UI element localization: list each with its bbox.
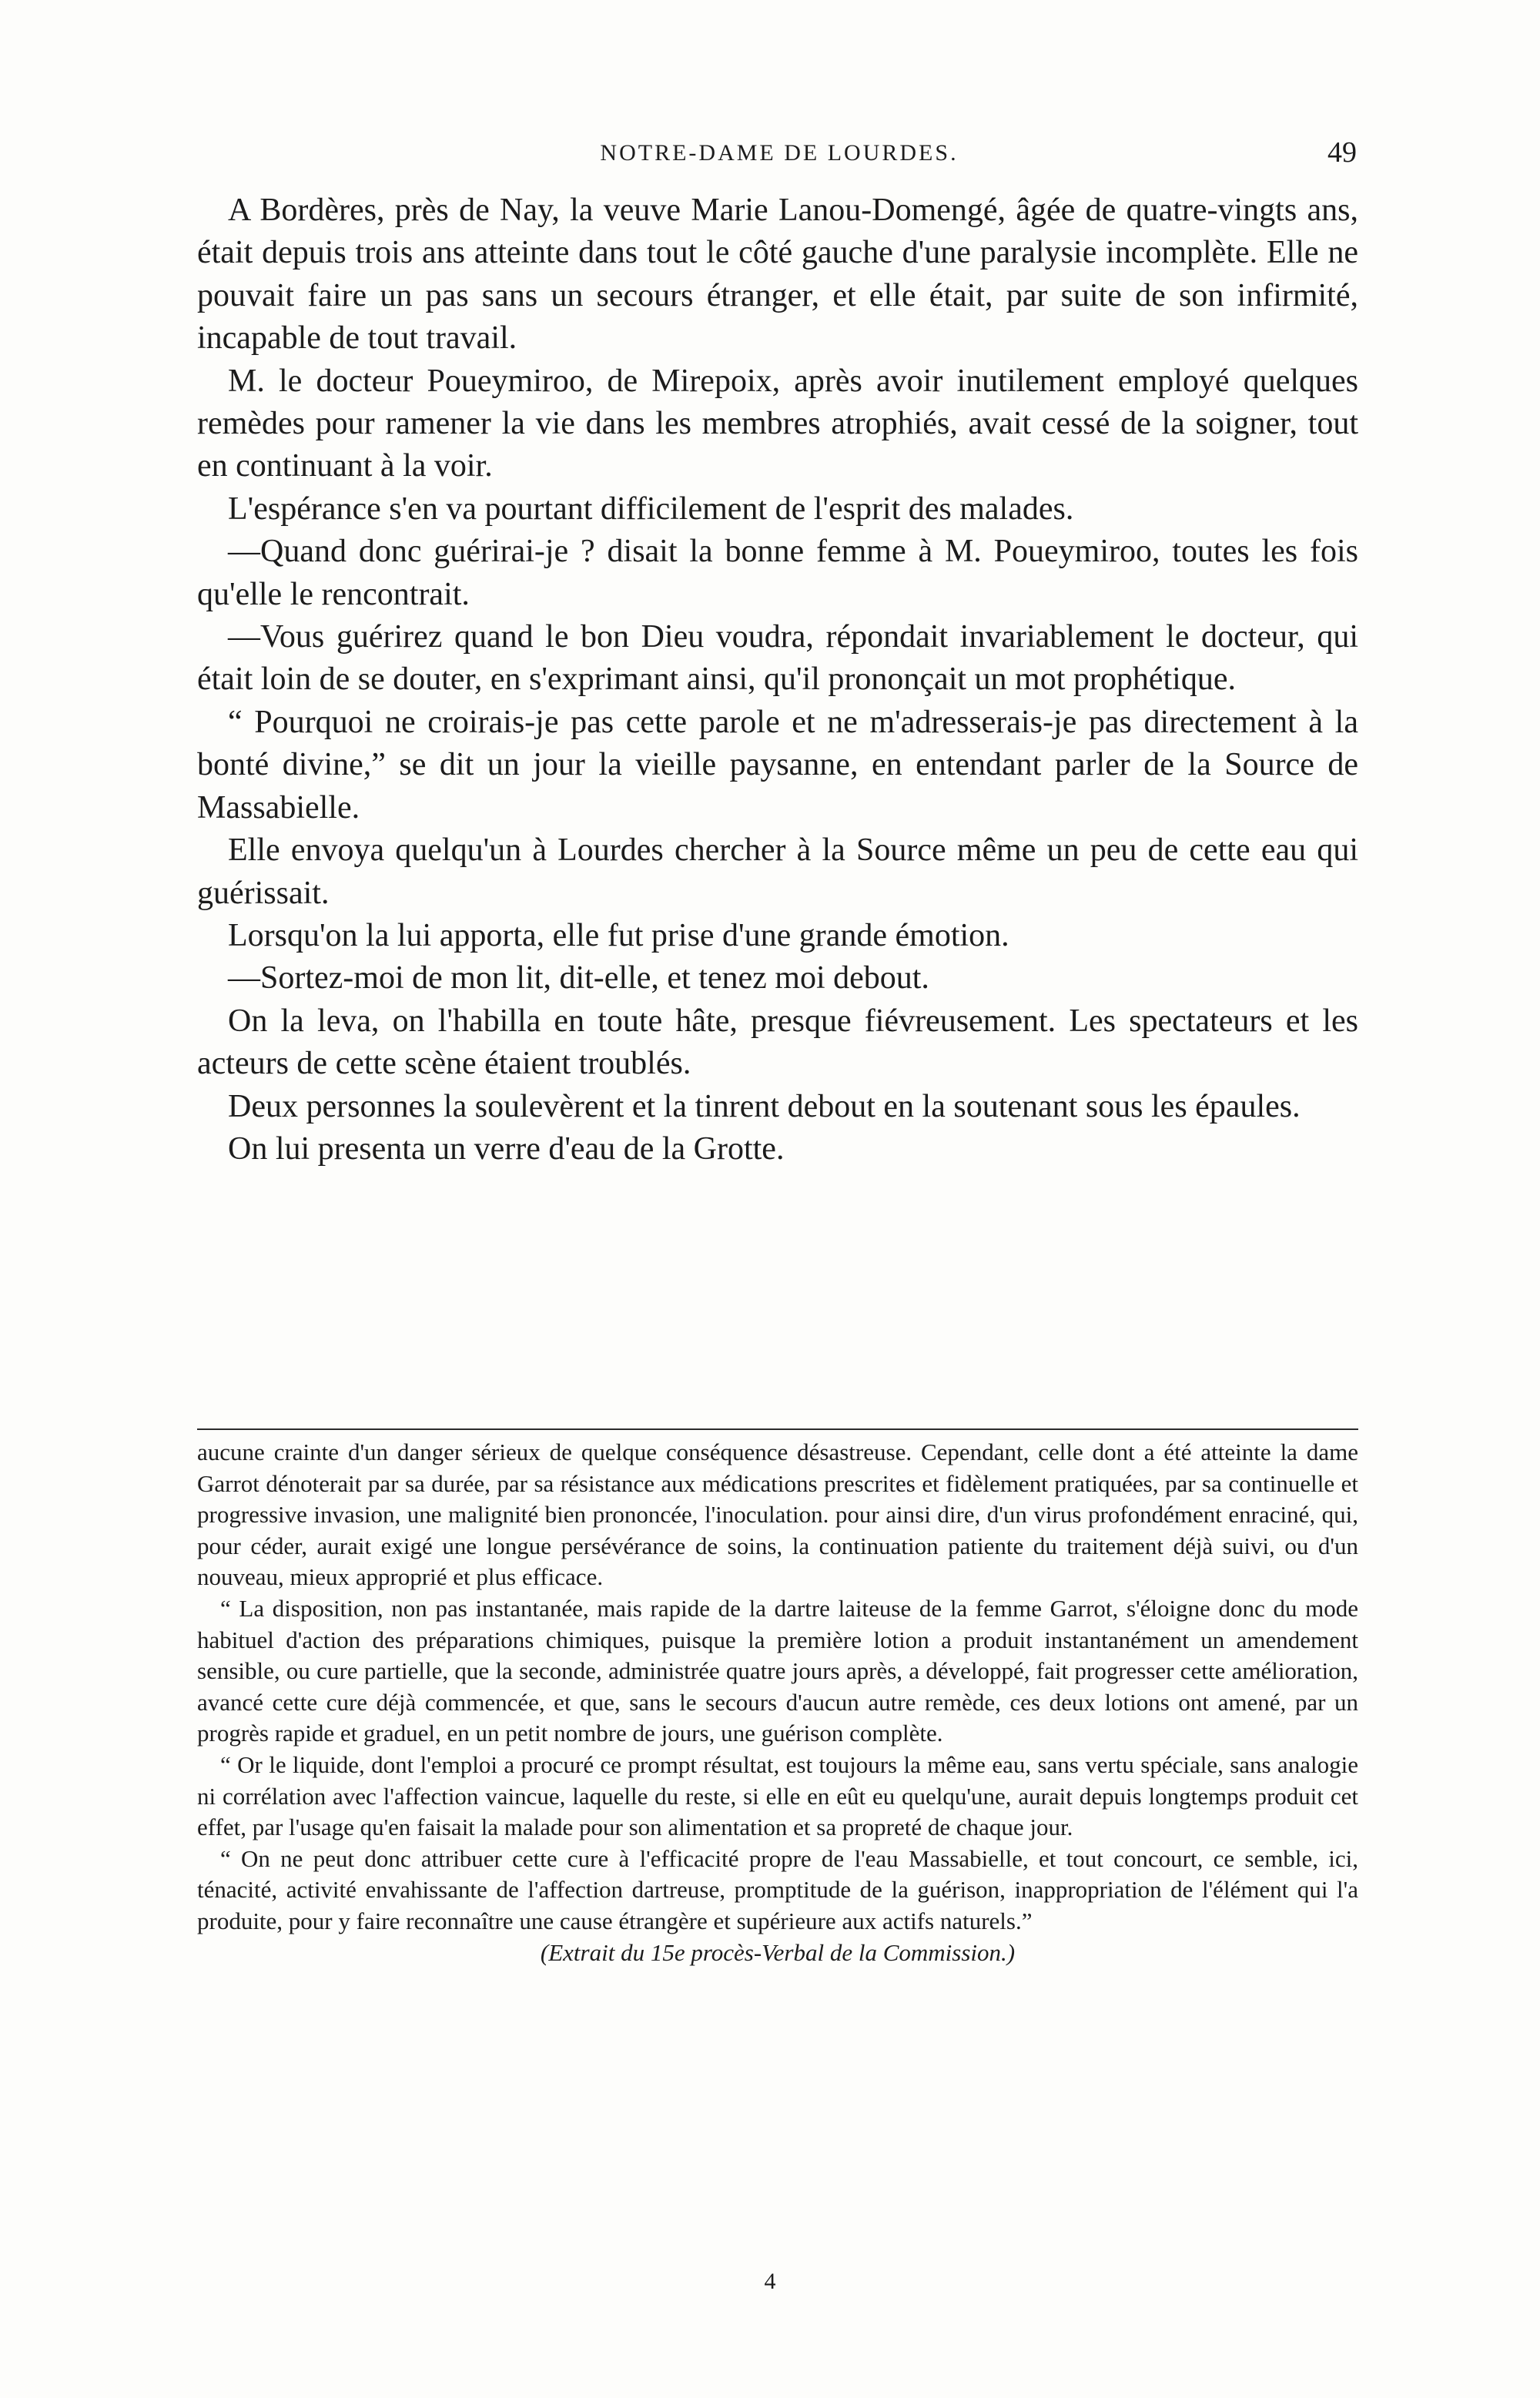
main-text <box>197 189 1358 1171</box>
page-number: 49 <box>1327 136 1357 169</box>
paragraph: —Quand donc guérirai-je ? disait la bonne femme à M. Poueymiroo, toutes les fois qu'elle le rencontrait. <box>197 534 1358 612</box>
paragraph: M. le docteur Poueymiroo, de Mirepoix, après avoir inutilement employé quelques remèdes pour ramener la vie dans les membres atrophiés, avait cessé de la soigner, tout en continuant à la voir. <box>197 363 1358 484</box>
paragraph: —Vous guérirez quand le bon Dieu voudra, répondait invariablement le docteur, qui était loin de se douter, en s'exprimant ainsi, qu'il prononçait un mot prophétique. <box>197 619 1358 698</box>
paragraph: On la leva, on l'habilla en toute hâte, presque fiévreusement. Les spectateurs et les acteurs de cette scène étaient troublés. <box>197 1003 1358 1082</box>
paragraph: “ Pourquoi ne croirais-je pas cette parole et ne m'adresserais-je pas directement à la bonté divine,” se dit un jour la vieille paysanne, en entendant parler de la Source de Massabielle. <box>197 704 1358 826</box>
footnote-paragraph: “ La disposition, non pas instantanée, mais rapide de la dartre laiteuse de la femme Garrot, s'éloigne donc du mode habituel d'action des préparations chimiques, puisque la première lotion a produit instantanément un amendement sensible, ou cure partielle, que la seconde, administrée quatre jours après, a développé, fait progresser cette amélioration, avancé cette cure déjà commencée, et que, sans le secours d'aucun autre remède, ces deux lotions ont amené, par un progrès rapide et graduel, en un petit nombre de jours, une guérison complète. <box>197 1594 1358 1747</box>
paragraph: —Sortez-moi de mon lit, dit-elle, et tenez moi debout. <box>228 960 929 996</box>
paragraph: Deux personnes la soulevèrent et la tinrent debout en la soutenant sous les épaules. <box>228 1088 1301 1124</box>
footnotes <box>197 1437 1358 1968</box>
footnote-paragraph: “ Or le liquide, dont l'emploi a procuré ce prompt résultat, est toujours la même eau, sans vertu spéciale, sans analogie ni corrélation avec l'affection vaincue, laquelle du reste, si elle en eût eu quelqu'une, aurait depuis longtemps produit cet effet, par l'usage qu'en faisait la malade pour son alimentation et sa propreté de chaque jour. <box>197 1750 1358 1841</box>
footnote-continuation: aucune crainte d'un danger sérieux de quelque conséquence désastreuse. Cependant, celle dont a été atteinte la dame Garrot dénoterait par sa durée, par sa résistance aux médications prescrites et fidèlement pratiquées, par sa continuelle et progressive invasion, une malignité bien prononcée, l'inoculation. pour ainsi dire, d'un virus profondément enraciné, qui, pour céder, aurait exigé une longue persévérance de soins, la continuation patiente du traitement déjà suivi, ou d'un nouveau, mieux approprié et plus efficace. <box>197 1438 1358 1591</box>
paragraph: A Bordères, près de Nay, la veuve Marie Lanou-Domengé, âgée de quatre-vingts ans, était depuis trois ans atteinte dans tout le côté gauche d'une paralysie incomplète. Elle ne pouvait faire un pas sans un secours étranger, et elle était, par suite de son infirmité, incapable de tout travail. <box>197 193 1358 357</box>
paragraph: Elle envoya quelqu'un à Lourdes chercher à la Source même un peu de cette eau qui guérissait. <box>197 832 1358 911</box>
footnote-divider <box>197 1428 1358 1430</box>
running-title: NOTRE-DAME DE LOURDES. <box>600 140 959 166</box>
signature-mark: 4 <box>764 2269 776 2294</box>
paragraph: L'espérance s'en va pourtant difficilement de l'esprit des malades. <box>228 491 1074 527</box>
paragraph: On lui presenta un verre d'eau de la Grotte. <box>228 1130 785 1167</box>
footnote-paragraph: “ On ne peut donc attribuer cette cure à l'efficacité propre de l'eau Massabielle, et tout concourt, ce semble, ici, ténacité, activité envahissante de l'affection dartreuse, promptitude de la guérison, inappropriation de l'élément qui l'a produite, pour y faire reconnaître une cause étrangère et supérieure aux actifs naturels.” <box>197 1844 1358 1934</box>
footnote-source: (Extrait du 15e procès-Verbal de la Commission.) <box>540 1938 1016 1966</box>
running-head <box>199 136 1360 174</box>
paragraph: Lorsqu'on la lui apporta, elle fut prise d'une grande émotion. <box>228 917 1009 953</box>
